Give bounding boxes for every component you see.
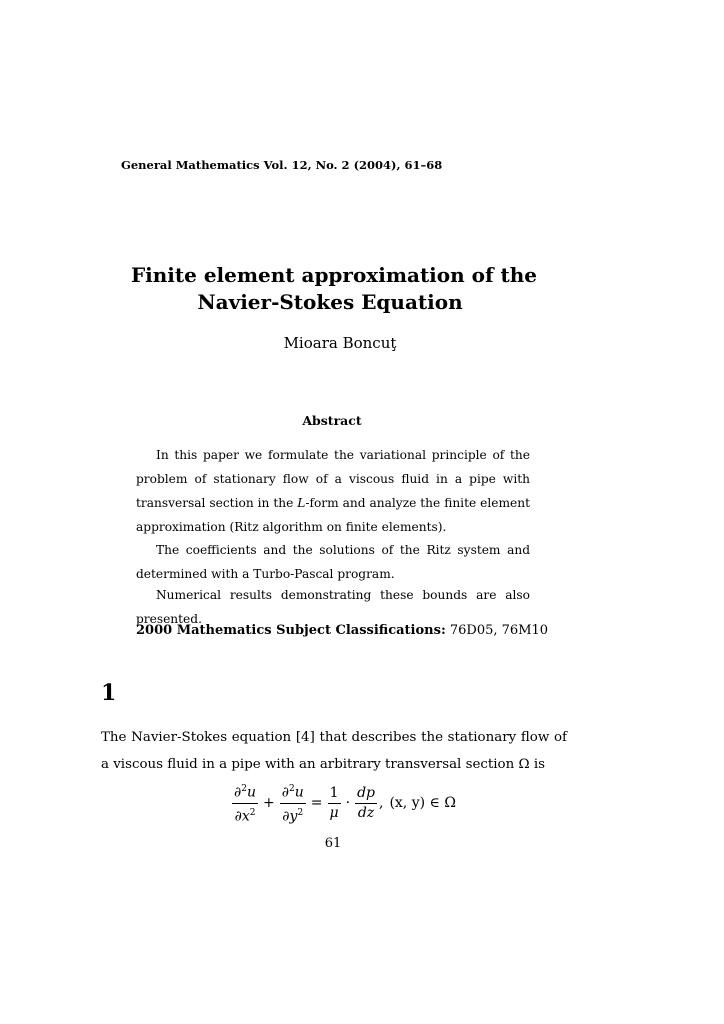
eq-plus: +: [263, 795, 275, 812]
eq-var-x: x: [241, 808, 250, 825]
eq-partial-4: ∂: [282, 808, 290, 825]
eq-partial-1: ∂: [234, 784, 242, 801]
author-name: Mioara Boncuţ: [283, 334, 397, 352]
abstract-p1-italic: L: [297, 496, 306, 510]
msc-codes: 76D05, 76M10: [449, 623, 549, 638]
fraction-d2u-dx2: [232, 780, 258, 826]
eq-dp: dp: [355, 784, 377, 804]
eq-exp-3: 2: [289, 784, 295, 794]
abstract-p1-end: -form and analyze the finite element approximation (Ritz algorithm on finite elements).: [136, 496, 530, 534]
section-number: 1: [101, 680, 117, 706]
paper-title-line-1: Finite element approximation of the: [130, 263, 538, 287]
eq-var-y: y: [289, 808, 298, 825]
eq-exp-1: 2: [241, 784, 247, 794]
msc-label: 2000 Mathematics Subject Classifications:: [136, 623, 446, 638]
paper-title-line-2: Navier-Stokes Equation: [197, 290, 463, 314]
journal-citation: General Mathematics Vol. 12, No. 2 (2004), 61–68: [121, 158, 443, 172]
abstract-paragraph-1: [136, 443, 530, 539]
eq-exp-2: 2: [249, 807, 256, 818]
eq-one: 1: [328, 784, 341, 804]
msc-line: [136, 623, 548, 638]
page-number: 61: [324, 836, 342, 851]
fraction-d2u-dy2: [280, 780, 306, 826]
abstract-paragraph-2: The coefficients and the solutions of the Ritz system and determined with a Turbo-Pascal program.: [136, 543, 530, 581]
fraction-1-mu: [328, 784, 341, 823]
eq-partial-2: ∂: [234, 808, 242, 825]
eq-dot: ·: [345, 795, 351, 812]
abstract-heading: Abstract: [302, 413, 362, 428]
eq-equals: =: [310, 795, 323, 812]
eq-mu: μ: [329, 804, 339, 821]
section-body-text: The Navier-Stokes equation [4] that describes the stationary flow of a viscous fluid in a pipe with an arbitrary transversal section Ω is: [101, 730, 567, 772]
eq-var-u-2: u: [294, 784, 304, 801]
navier-stokes-equation: $\frac{\partial^2u}{\partial x^2}$ + $\frac{\partial^2u}{\partial y^2}$ = $\frac{1}{\mu}$ · $\frac{dp}{dz}$ , (x, y) ∈ Ω: [230, 780, 470, 826]
abstract-paragraph-3: Numerical results demonstrating these bounds are also presented.: [136, 588, 530, 626]
abstract-p1-start: In this paper we formulate the variational principle of the problem of stationary flow of a viscous fluid in a pipe with transversal section in the: [136, 448, 530, 510]
eq-partial-3: ∂: [281, 784, 289, 801]
eq-dz: dz: [357, 804, 375, 821]
eq-domain: (x, y) ∈ Ω: [389, 795, 456, 812]
eq-var-u-1: u: [246, 784, 257, 801]
fraction-dp-dz: [355, 784, 377, 823]
eq-exp-4: 2: [297, 807, 304, 818]
